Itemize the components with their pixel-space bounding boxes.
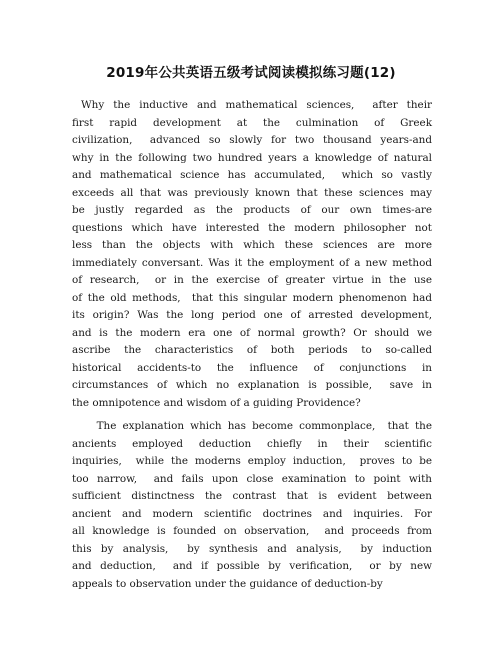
text-line: ancient and modern scientific doctrines and inquiries. For	[72, 507, 432, 520]
text-line: the omnipotence and wisdom of a guiding Providence?	[72, 396, 361, 409]
document-body	[72, 97, 432, 593]
text-line: inquiries, while the moderns employ induction, proves to be	[72, 455, 432, 467]
text-line: its origin? Was the long period one of arrested development,	[72, 309, 432, 321]
text-line: of research, or in the exercise of greater virtue in the use	[72, 274, 432, 286]
text-line: all knowledge is founded on observation, and proceeds from	[72, 525, 432, 537]
text-line: this by analysis, by synthesis and analysis, by induction	[72, 542, 432, 555]
text-line: circumstances of which no explanation is possible, save in	[72, 379, 432, 391]
text-line: less than the objects with which these sciences are more	[72, 239, 432, 251]
text-line: exceeds all that was previously known that these sciences may	[72, 186, 432, 199]
text-line: Why the inductive and mathematical sciences, after their	[72, 99, 432, 111]
text-line: and is the modern era one of normal growth? Or should we	[72, 326, 432, 339]
text-line: The explanation which has become commonplace, that the	[72, 420, 432, 432]
text-line: ancients employed deduction chiefly in their scientific	[72, 437, 432, 450]
text-line: why in the following two hundred years a knowledge of natural	[72, 151, 432, 164]
text-line: sufficient distinctness the contrast that is evident between	[72, 490, 432, 502]
document-title: 2019年公共英语五级考试阅读模拟练习题(12)	[106, 65, 396, 81]
text-line: ascribe the characteristics of both periods to so-called	[72, 344, 432, 356]
text-line: first rapid development at the culmination of Greek	[72, 116, 432, 129]
text-line: and deduction, and if possible by verification, or by new	[72, 560, 432, 572]
text-line: too narrow, and fails upon close examination to point with	[72, 472, 432, 485]
text-line: appeals to observation under the guidance of deduction-by	[72, 577, 383, 590]
text-line: be justly regarded as the products of our own times-are	[72, 204, 432, 216]
text-line: civilization, advanced so slowly for two thousand years-and	[72, 134, 432, 146]
text-line: questions which have interested the modern philosopher not	[72, 221, 432, 234]
paragraph-2	[72, 418, 432, 593]
text-line: historical accidents-to the influence of conjunctions in	[72, 361, 432, 374]
paragraph-1	[72, 97, 432, 412]
text-line: and mathematical science has accumulated, which so vastly	[72, 169, 432, 181]
text-line: immediately conversant. Was it the employment of a new method	[72, 256, 432, 269]
text-line: of the old methods, that this singular modern phenomenon had	[72, 291, 432, 304]
